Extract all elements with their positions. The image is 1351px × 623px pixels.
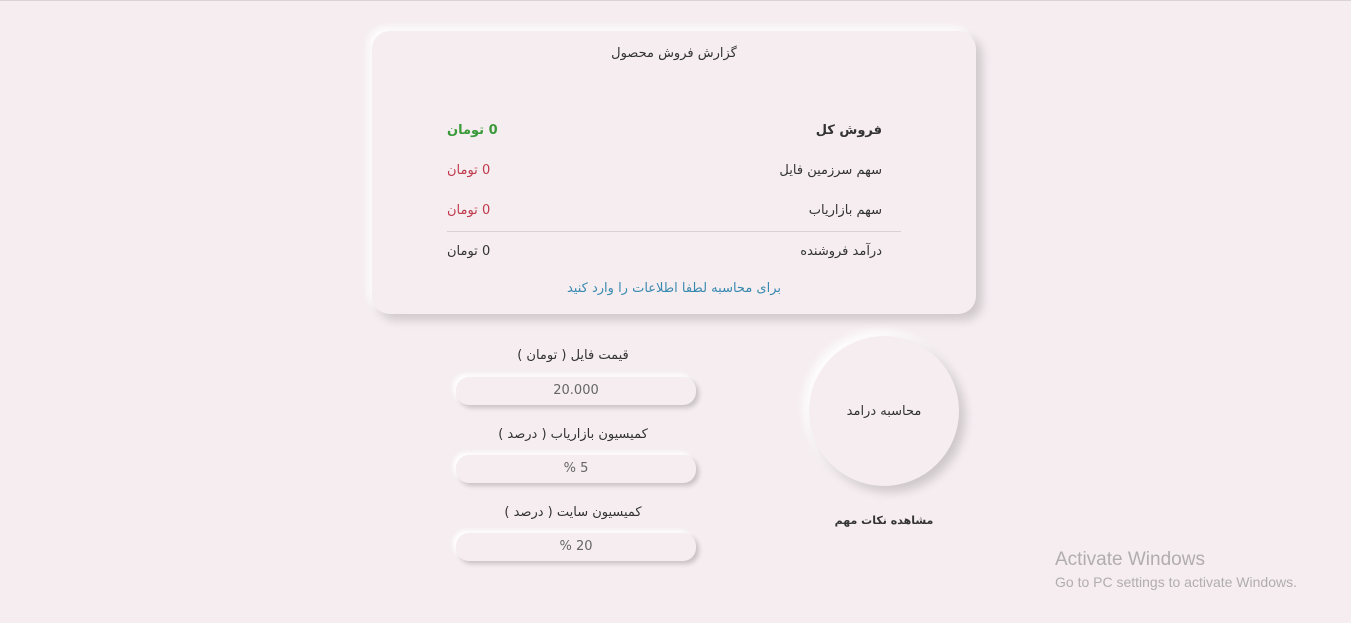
report-title: گزارش فروش محصول (611, 46, 737, 61)
activate-windows-watermark (1055, 548, 1297, 592)
site-share-value: 0 تومان (447, 162, 491, 178)
total-sales-value: 0 تومان (447, 122, 498, 138)
total-sales-label: فروش کل (815, 122, 882, 138)
site-commission-label: کمیسیون سایت ( درصد ) (504, 505, 642, 520)
site-commission-input[interactable] (456, 533, 696, 561)
seller-income-value: 0 تومان (447, 243, 491, 259)
watermark-title: Activate Windows (1055, 549, 1205, 570)
report-hint: برای محاسبه لطفا اطلاعات را وارد کنید (566, 281, 781, 296)
top-divider (0, 0, 1351, 1)
report-row-marketer-share (447, 200, 882, 220)
site-share-label: سهم سرزمین فایل (779, 162, 882, 178)
calculate-income-button[interactable] (809, 336, 959, 486)
sales-report-card (372, 31, 976, 314)
watermark-subtitle: Go to PC settings to activate Windows. (1055, 574, 1297, 590)
report-row-site-share (447, 160, 882, 180)
price-input[interactable] (456, 377, 696, 405)
marketer-share-label: سهم بازاریاب (808, 202, 882, 218)
marketer-commission-label: کمیسیون بازاریاب ( درصد ) (498, 427, 648, 442)
report-divider (447, 231, 901, 232)
seller-income-label: درآمد فروشنده (800, 243, 882, 259)
price-label: قیمت فایل ( تومان ) (517, 348, 629, 363)
marketer-share-value: 0 تومان (447, 202, 491, 218)
report-row-total-sales (447, 120, 882, 140)
report-row-seller-income (447, 241, 882, 261)
marketer-commission-input[interactable] (456, 455, 696, 483)
calculate-income-label: محاسبه درامد (846, 403, 922, 419)
view-important-notes-link[interactable]: مشاهده نکات مهم (834, 514, 934, 527)
